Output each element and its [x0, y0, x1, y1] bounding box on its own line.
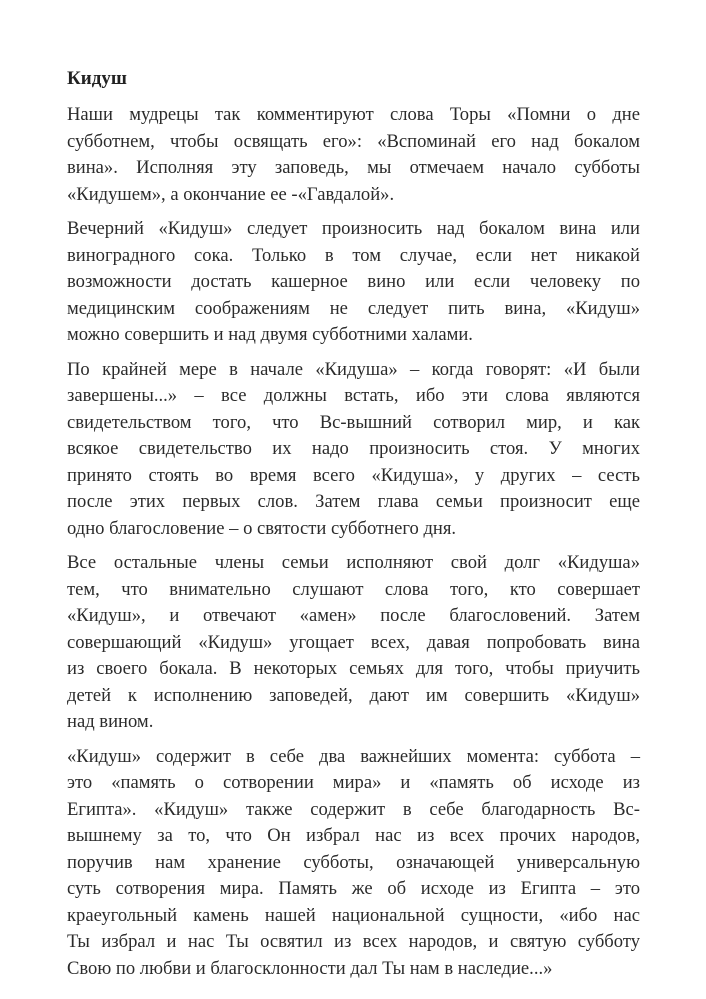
- text-line: можно совершить и над двумя субботними халами.: [67, 324, 473, 345]
- text-line: над вином.: [67, 711, 154, 732]
- text-line: вышнему за то, что Он избрал нас из всех прочих народов,: [67, 825, 640, 846]
- paragraph-3: [67, 357, 640, 543]
- text-line: это «память о сотворении мира» и «память об исходе из: [67, 772, 640, 793]
- text-line: Ты избрал и нас Ты освятил из всех народов, и святую субботу: [67, 931, 640, 952]
- paragraph-2: [67, 216, 640, 349]
- text-line: одно благословение – о святости субботнего дня.: [67, 517, 457, 539]
- text-line: Египта». «Кидуш» также содержит в себе благодарность Вс-: [67, 798, 640, 820]
- text-line: Наши мудрецы так комментируют слова Торы «Помни о дне: [67, 104, 640, 125]
- text-line: Все остальные члены семьи исполняют свой долг «Кидуша»: [67, 552, 640, 573]
- paragraph-5: [67, 744, 640, 983]
- text-line: из своего бокала. В некоторых семьях для того, чтобы приучить: [67, 658, 640, 679]
- text-line: после этих первых слов. Затем глава семьи произносит еще: [67, 491, 640, 512]
- text-line: вина». Исполняя эту заповедь, мы отмечаем начало субботы: [67, 157, 640, 178]
- text-line: возможности достать кашерное вино или если человеку по: [67, 271, 640, 292]
- text-line: По крайней мере в начале «Кидуша» – когда говорят: «И были: [67, 358, 640, 380]
- text-line: виноградного сока. Только в том случае, если нет никакой: [67, 244, 640, 266]
- text-line: свидетельством того, что Вс-вышний сотворил мир, и как: [67, 411, 640, 433]
- text-line: Свою по любви и благосклонности дал Ты нам в наследие...»: [67, 957, 553, 979]
- text-line: завершены...» – все должны встать, ибо эти слова являются: [67, 385, 640, 406]
- text-line: совершающий «Кидуш» угощает всех, давая попробовать вина: [67, 631, 640, 653]
- text-line: краеугольный камень нашей национальной сущности, «ибо нас: [67, 904, 640, 926]
- text-line: всякое свидетельство их надо произносить стоя. У многих: [67, 438, 640, 459]
- text-line: принято стоять во время всего «Кидуша», у других – сесть: [67, 464, 640, 486]
- text-line: тем, что внимательно слушают слова того, кто совершает: [67, 578, 640, 600]
- paragraph-4: [67, 550, 640, 736]
- text-line: субботнем, чтобы освящать его»: «Вспоминай его над бокалом: [67, 130, 640, 152]
- document-page: [67, 66, 640, 990]
- text-line: медицинским соображениям не следует пить вина, «Кидуш»: [67, 297, 640, 319]
- text-line: «Кидуш», и отвечают «амен» после благословений. Затем: [67, 605, 640, 626]
- paragraph-1: [67, 102, 640, 208]
- document-title: Кидуш: [67, 68, 127, 89]
- text-line: детей к исполнению заповедей, дают им совершить «Кидуш»: [67, 684, 640, 706]
- text-line: «Кидуш» содержит в себе два важнейших момента: суббота –: [67, 745, 640, 767]
- text-line: поручив нам хранение субботы, означающей универсальную: [67, 851, 640, 873]
- text-line: «Кидушем», а окончание ее -«Гавдалой».: [67, 183, 395, 205]
- text-line: Вечерний «Кидуш» следует произносить над бокалом вина или: [67, 218, 640, 239]
- text-line: суть сотворения мира. Память же об исходе из Египта – это: [67, 878, 640, 899]
